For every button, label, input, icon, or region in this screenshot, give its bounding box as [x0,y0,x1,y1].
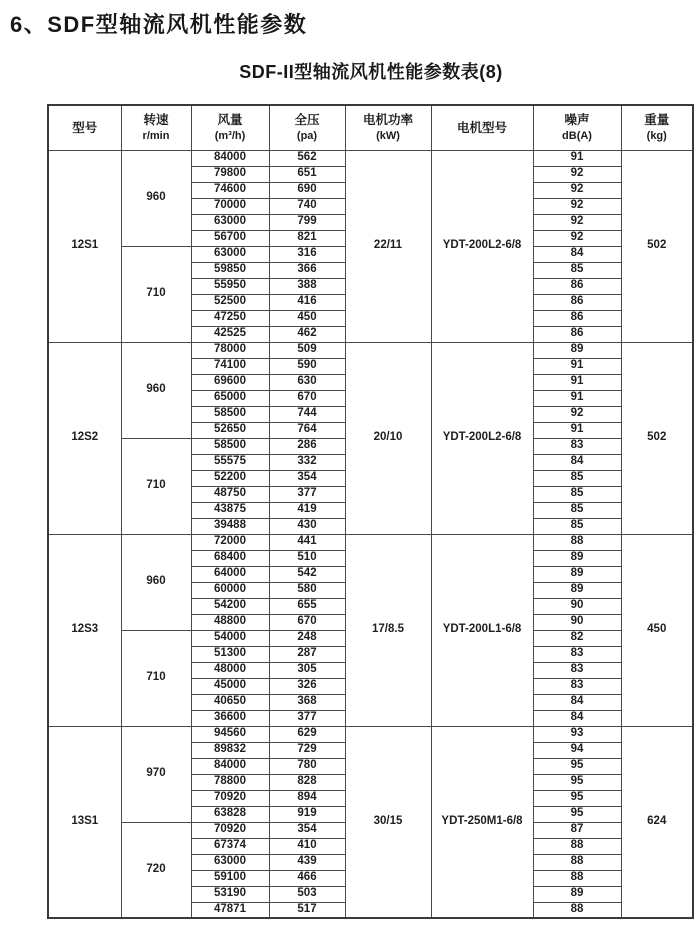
noise-cell: 88 [533,902,621,918]
airflow-cell: 64000 [191,566,269,582]
col-header-speed-label: 转速 [143,113,169,128]
pressure-cell: 510 [269,550,345,566]
pressure-cell: 503 [269,886,345,902]
motor-power-cell: 17/8.5 [345,534,431,726]
airflow-cell: 52650 [191,422,269,438]
model-cell: 12S1 [48,150,121,342]
airflow-cell: 47871 [191,902,269,918]
table-row [48,534,693,550]
noise-cell: 88 [533,534,621,550]
pressure-cell: 744 [269,406,345,422]
pressure-cell: 377 [269,710,345,726]
pressure-cell: 466 [269,870,345,886]
airflow-cell: 68400 [191,550,269,566]
airflow-cell: 48800 [191,614,269,630]
noise-cell: 92 [533,198,621,214]
pressure-cell: 248 [269,630,345,646]
airflow-cell: 54000 [191,630,269,646]
airflow-cell: 59100 [191,870,269,886]
col-header-motor-model-label: 电机型号 [456,120,507,135]
noise-cell: 83 [533,662,621,678]
col-header-noise-label: 噪声 [564,113,590,128]
pressure-cell: 821 [269,230,345,246]
airflow-cell: 69600 [191,374,269,390]
pressure-cell: 919 [269,806,345,822]
noise-cell: 82 [533,630,621,646]
pressure-cell: 354 [269,822,345,838]
noise-cell: 95 [533,758,621,774]
noise-cell: 86 [533,294,621,310]
airflow-cell: 89832 [191,742,269,758]
noise-cell: 91 [533,374,621,390]
pressure-cell: 740 [269,198,345,214]
noise-cell: 88 [533,854,621,870]
airflow-cell: 67374 [191,838,269,854]
pressure-cell: 305 [269,662,345,678]
airflow-cell: 70920 [191,822,269,838]
airflow-cell: 58500 [191,438,269,454]
col-header-speed-sub: r/min [142,129,170,142]
airflow-cell: 48750 [191,486,269,502]
table-header [48,105,693,150]
pressure-cell: 655 [269,598,345,614]
pressure-cell: 419 [269,502,345,518]
noise-cell: 84 [533,694,621,710]
noise-cell: 84 [533,710,621,726]
noise-cell: 86 [533,326,621,342]
table-row [48,150,693,166]
col-header-motor-power-sub: (kW) [376,129,400,142]
col-header-pressure [269,105,345,150]
pressure-cell: 450 [269,310,345,326]
airflow-cell: 55950 [191,278,269,294]
table-body [48,150,693,918]
fan-performance-table [47,104,694,919]
pressure-cell: 354 [269,470,345,486]
noise-cell: 88 [533,870,621,886]
pressure-cell: 377 [269,486,345,502]
pressure-cell: 462 [269,326,345,342]
col-header-motor-model [431,105,533,150]
noise-cell: 89 [533,582,621,598]
airflow-cell: 56700 [191,230,269,246]
noise-cell: 91 [533,358,621,374]
airflow-cell: 84000 [191,150,269,166]
col-header-model-label: 型号 [72,120,98,135]
noise-cell: 86 [533,278,621,294]
col-header-weight [621,105,693,150]
pressure-cell: 517 [269,902,345,918]
airflow-cell: 70920 [191,790,269,806]
noise-cell: 89 [533,886,621,902]
pressure-cell: 509 [269,342,345,358]
noise-cell: 85 [533,518,621,534]
col-header-noise-sub: dB(A) [562,129,592,142]
noise-cell: 83 [533,646,621,662]
pressure-cell: 316 [269,246,345,262]
noise-cell: 95 [533,774,621,790]
noise-cell: 85 [533,502,621,518]
airflow-cell: 36600 [191,710,269,726]
col-header-noise [533,105,621,150]
pressure-cell: 828 [269,774,345,790]
pressure-cell: 439 [269,854,345,870]
speed-cell: 710 [121,630,191,726]
airflow-cell: 55575 [191,454,269,470]
airflow-cell: 43875 [191,502,269,518]
airflow-cell: 54200 [191,598,269,614]
airflow-cell: 40650 [191,694,269,710]
col-header-pressure-label: 全压 [294,113,320,128]
airflow-cell: 58500 [191,406,269,422]
pressure-cell: 799 [269,214,345,230]
noise-cell: 92 [533,406,621,422]
col-header-pressure-sub: (pa) [296,129,318,142]
pressure-cell: 332 [269,454,345,470]
motor-model-cell: YDT-200L1-6/8 [431,534,533,726]
pressure-cell: 388 [269,278,345,294]
noise-cell: 93 [533,726,621,742]
noise-cell: 85 [533,262,621,278]
pressure-cell: 629 [269,726,345,742]
noise-cell: 89 [533,342,621,358]
noise-cell: 85 [533,470,621,486]
airflow-cell: 52200 [191,470,269,486]
speed-cell: 960 [121,342,191,438]
pressure-cell: 430 [269,518,345,534]
pressure-cell: 894 [269,790,345,806]
airflow-cell: 74600 [191,182,269,198]
col-header-weight-label: 重量 [644,113,670,128]
airflow-cell: 79800 [191,166,269,182]
noise-cell: 95 [533,790,621,806]
noise-cell: 87 [533,822,621,838]
col-header-airflow-sub: (m³/h) [214,129,246,142]
noise-cell: 94 [533,742,621,758]
airflow-cell: 63000 [191,214,269,230]
airflow-cell: 70000 [191,198,269,214]
pressure-cell: 441 [269,534,345,550]
table-row [48,342,693,358]
speed-cell: 710 [121,438,191,534]
motor-power-cell: 30/15 [345,726,431,918]
noise-cell: 84 [533,246,621,262]
model-cell: 12S2 [48,342,121,534]
weight-cell: 502 [621,342,693,534]
airflow-cell: 47250 [191,310,269,326]
pressure-cell: 580 [269,582,345,598]
airflow-cell: 84000 [191,758,269,774]
speed-cell: 720 [121,822,191,918]
noise-cell: 92 [533,166,621,182]
noise-cell: 85 [533,486,621,502]
speed-cell: 970 [121,726,191,822]
airflow-cell: 74100 [191,358,269,374]
noise-cell: 91 [533,422,621,438]
col-header-airflow-label: 风量 [217,113,243,128]
airflow-cell: 53190 [191,886,269,902]
airflow-cell: 63000 [191,246,269,262]
pressure-cell: 670 [269,614,345,630]
airflow-cell: 63000 [191,854,269,870]
table-title: SDF-II型轴流风机性能参数表(8) [239,62,503,82]
airflow-cell: 94560 [191,726,269,742]
pressure-cell: 286 [269,438,345,454]
noise-cell: 83 [533,678,621,694]
noise-cell: 84 [533,454,621,470]
motor-power-cell: 20/10 [345,342,431,534]
col-header-speed [121,105,191,150]
model-cell: 12S3 [48,534,121,726]
weight-cell: 624 [621,726,693,918]
pressure-cell: 542 [269,566,345,582]
pressure-cell: 690 [269,182,345,198]
col-header-model [48,105,121,150]
airflow-cell: 51300 [191,646,269,662]
airflow-cell: 60000 [191,582,269,598]
speed-cell: 710 [121,246,191,342]
weight-cell: 502 [621,150,693,342]
airflow-cell: 45000 [191,678,269,694]
noise-cell: 89 [533,550,621,566]
airflow-cell: 65000 [191,390,269,406]
pressure-cell: 764 [269,422,345,438]
pressure-cell: 651 [269,166,345,182]
pressure-cell: 780 [269,758,345,774]
airflow-cell: 59850 [191,262,269,278]
airflow-cell: 78800 [191,774,269,790]
col-header-weight-sub: (kg) [646,129,667,142]
pressure-cell: 670 [269,390,345,406]
noise-cell: 90 [533,614,621,630]
weight-cell: 450 [621,534,693,726]
pressure-cell: 590 [269,358,345,374]
col-header-motor-power-label: 电机功率 [362,113,413,128]
pressure-cell: 366 [269,262,345,278]
header-row [48,105,693,150]
speed-cell: 960 [121,150,191,246]
airflow-cell: 63828 [191,806,269,822]
airflow-cell: 42525 [191,326,269,342]
airflow-cell: 48000 [191,662,269,678]
pressure-cell: 287 [269,646,345,662]
airflow-cell: 52500 [191,294,269,310]
noise-cell: 92 [533,182,621,198]
col-header-motor-power [345,105,431,150]
airflow-cell: 78000 [191,342,269,358]
motor-model-cell: YDT-250M1-6/8 [431,726,533,918]
pressure-cell: 729 [269,742,345,758]
col-header-airflow [191,105,269,150]
noise-cell: 89 [533,566,621,582]
airflow-cell: 72000 [191,534,269,550]
pressure-cell: 326 [269,678,345,694]
table-row [48,726,693,742]
noise-cell: 92 [533,214,621,230]
noise-cell: 90 [533,598,621,614]
speed-cell: 960 [121,534,191,630]
noise-cell: 86 [533,310,621,326]
pressure-cell: 410 [269,838,345,854]
motor-model-cell: YDT-200L2-6/8 [431,150,533,342]
model-cell: 13S1 [48,726,121,918]
page-title: 6、SDF型轴流风机性能参数 [10,12,308,37]
noise-cell: 91 [533,390,621,406]
pressure-cell: 368 [269,694,345,710]
pressure-cell: 416 [269,294,345,310]
noise-cell: 91 [533,150,621,166]
noise-cell: 88 [533,838,621,854]
motor-power-cell: 22/11 [345,150,431,342]
motor-model-cell: YDT-200L2-6/8 [431,342,533,534]
pressure-cell: 630 [269,374,345,390]
airflow-cell: 39488 [191,518,269,534]
noise-cell: 95 [533,806,621,822]
pressure-cell: 562 [269,150,345,166]
noise-cell: 92 [533,230,621,246]
noise-cell: 83 [533,438,621,454]
